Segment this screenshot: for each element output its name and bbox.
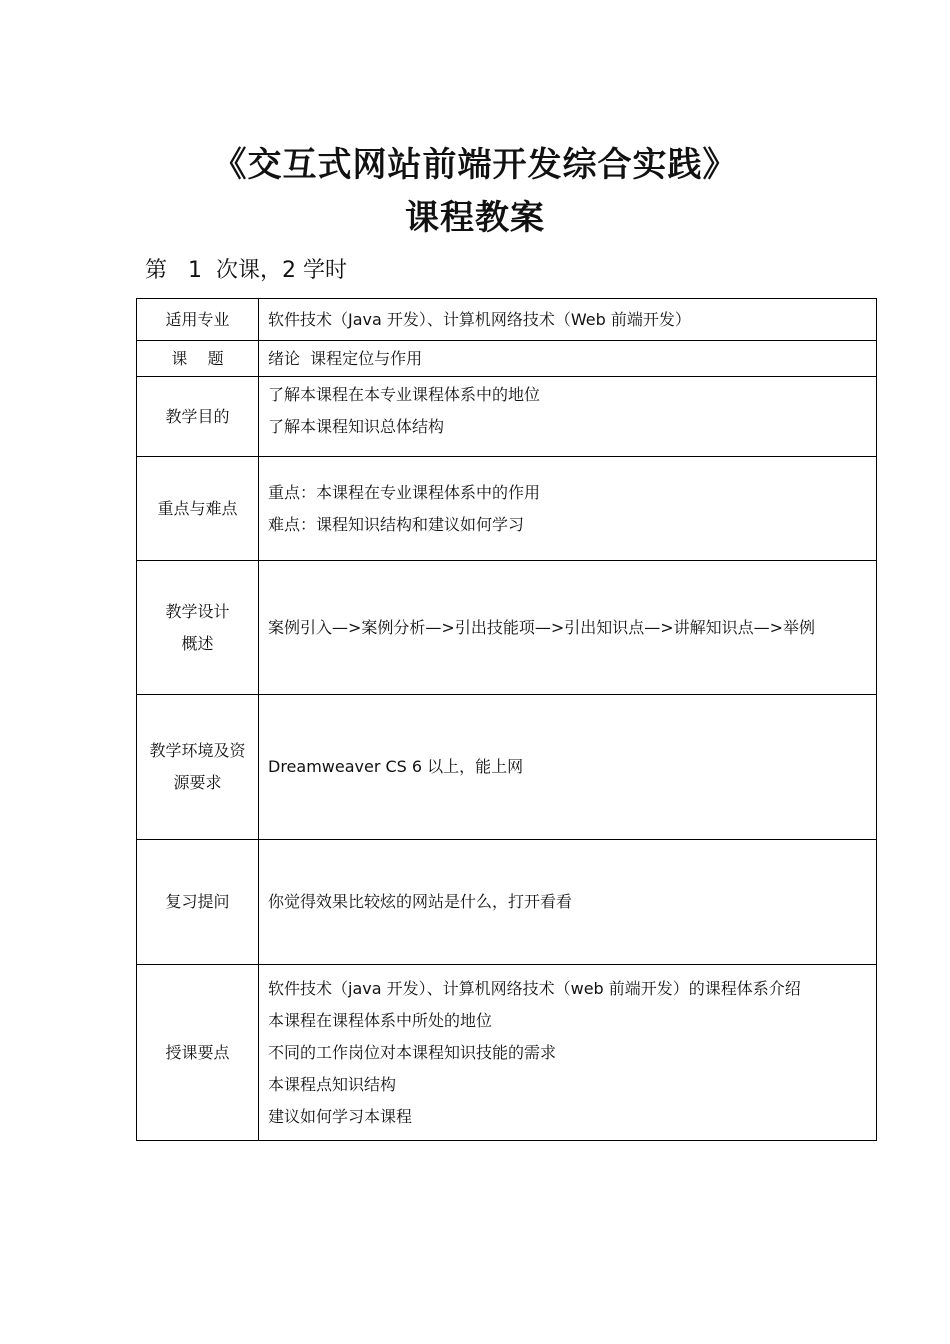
row-content	[259, 457, 877, 561]
row-content-line: 本课程点知识结构	[268, 1074, 397, 1094]
row-content-line: 软件技术（java 开发）、计算机网络技术（web 前端开发）的课程体系介绍	[268, 978, 801, 998]
row-content-line: 重点：本课程在专业课程体系中的作用	[268, 482, 541, 502]
document-title-line1: 《交互式网站前端开发综合实践》	[212, 145, 738, 185]
row-label	[137, 965, 259, 1141]
row-content-line: Dreamweaver CS 6 以上，能上网	[268, 757, 524, 776]
row-label	[137, 377, 259, 457]
row-label	[137, 457, 259, 561]
table-row	[137, 377, 877, 457]
row-content	[259, 299, 877, 341]
row-label	[137, 341, 259, 377]
row-content	[259, 561, 877, 695]
row-label-text: 适用专业	[165, 309, 230, 329]
row-label-text: 课 题	[171, 348, 224, 368]
row-content-line: 建议如何学习本课程	[268, 1106, 413, 1126]
row-content-line: 难点：课程知识结构和建议如何学习	[268, 514, 525, 534]
table-row	[137, 457, 877, 561]
row-content-line: 了解本课程知识总体结构	[268, 417, 445, 436]
row-label-text: 教学目的	[165, 406, 230, 426]
row-content-line: 不同的工作岗位对本课程知识技能的需求	[268, 1042, 557, 1062]
document-title-line2: 课程教案	[405, 198, 545, 238]
row-content-line: 本课程在课程体系中所处的地位	[268, 1010, 493, 1030]
row-label-text: 教学环境及资	[149, 741, 246, 760]
table-row	[137, 341, 877, 377]
row-content	[259, 341, 877, 377]
row-label	[137, 299, 259, 341]
row-label-text: 源要求	[173, 773, 222, 792]
row-content	[259, 377, 877, 457]
row-label	[137, 695, 259, 840]
row-label	[137, 840, 259, 965]
row-content-line: 你觉得效果比较炫的网站是什么，打开看看	[268, 892, 573, 911]
session-info: 第 1 次课，2 学时	[145, 258, 347, 283]
row-content	[259, 965, 877, 1141]
row-content-line: 案例引入—>案例分析—>引出技能项—>引出知识点—>讲解知识点—>举例	[268, 617, 816, 637]
row-label-text: 教学设计	[165, 601, 230, 621]
row-label	[137, 561, 259, 695]
row-content	[259, 695, 877, 840]
row-label-text: 重点与难点	[157, 498, 238, 518]
table-row	[137, 561, 877, 695]
row-content	[259, 840, 877, 965]
row-content-line: 了解本课程在本专业课程体系中的地位	[268, 385, 541, 404]
table-row	[137, 965, 877, 1141]
lesson-plan-table	[136, 298, 877, 1141]
row-label-text: 复习提问	[165, 892, 230, 911]
row-label-text: 概述	[181, 633, 214, 653]
table-row	[137, 695, 877, 840]
row-content-line: 绪论 课程定位与作用	[268, 348, 423, 368]
row-label-text: 授课要点	[165, 1042, 230, 1062]
table-row	[137, 840, 877, 965]
table-row	[137, 299, 877, 341]
row-content-line: 软件技术（Java 开发）、计算机网络技术（Web 前端开发）	[268, 309, 691, 329]
